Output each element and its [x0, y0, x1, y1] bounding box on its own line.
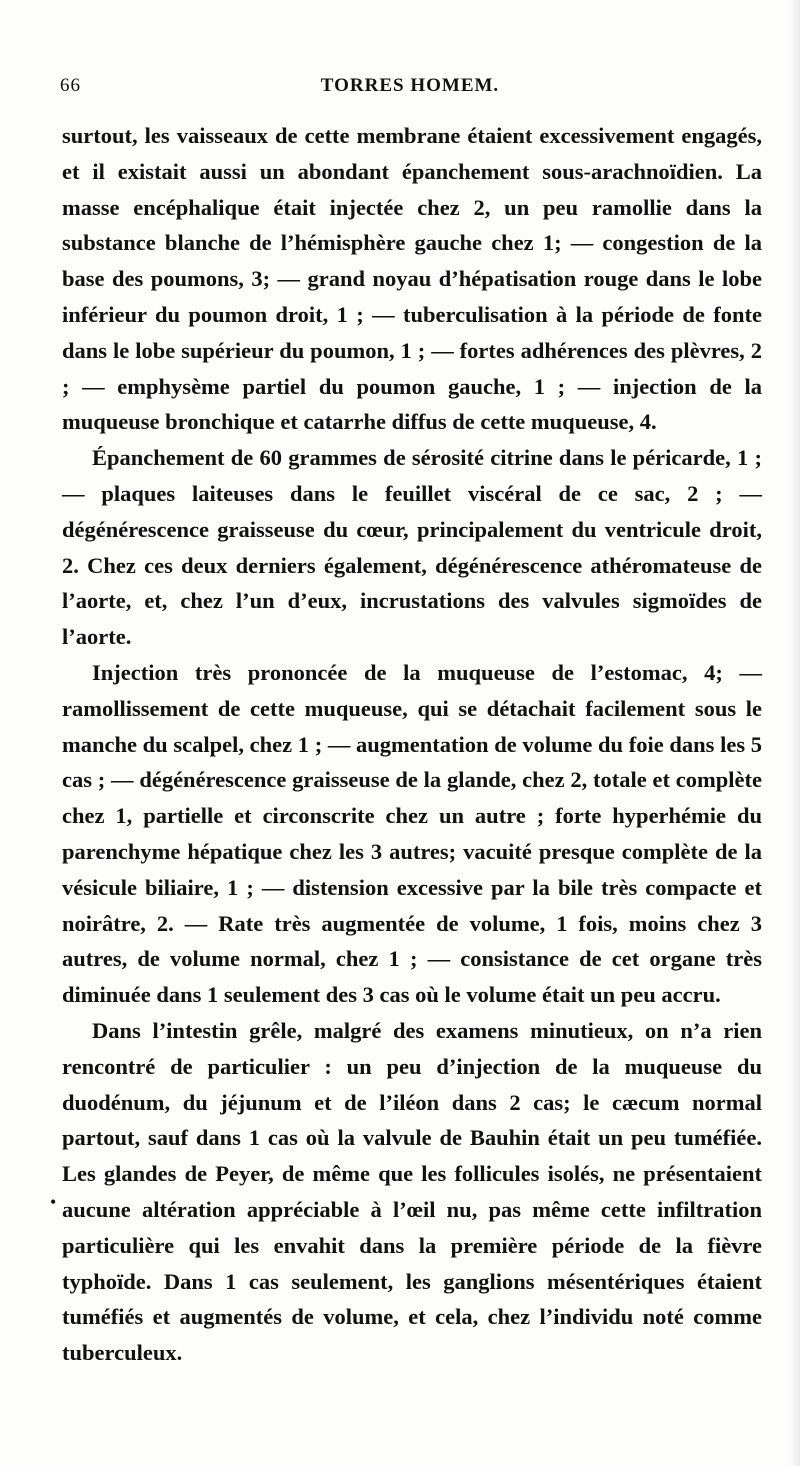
paragraph-1: surtout, les vaisseaux de cette membrane étaient excessivement engagés, et il existait aussi un abondant épanchement sous-arachnoïdien. La masse encéphalique était injectée chez 2, un peu ramollie dans la substance blanche de l’hémisphère gauche chez 1; — congestion de la base des poumons, 3; — grand noyau d’hépatisation rouge dans le lobe inférieur du poumon droit, 1 ; — tuberculisation à la période de fonte dans le lobe supérieur du poumon, 1 ; — fortes adhérences des plèvres, 2 ; — emphysème partiel du poumon gauche, 1 ; — injection de la muqueuse bronchique et catarrhe diffus de cette muqueuse, 4.: [62, 123, 762, 435]
paragraph-2: Épanchement de 60 grammes de sérosité citrine dans le péricarde, 1 ; — plaques laiteuses dans le feuillet viscéral de ce sac, 2 ; — dégénérescence graisseuse du cœur, principalement du ventricule droit, 2. Chez ces deux derniers également, dégénérescence athéromateuse de l’aorte, et, chez l’un d’eux, incrustations des valvules sigmoïdes de l’aorte.: [62, 445, 762, 650]
paragraph-4: Dans l’intestin grêle, malgré des examens minutieux, on n’a rien rencontré de particulier : un peu d’injection de la muqueuse du duodénum, du jéjunum et de l’iléon dans 2 cas; le cæcum normal partout, sauf dans 1 cas où la valvule de Bauhin était un peu tuméfiée. Les glandes de Peyer, de même que les follicules isolés, ne présentaient aucune altération appréciable à l’œil nu, pas même cette infiltration particulière qui les envahit dans la première période de la fièvre typhoïde. Dans 1 cas seulement, les ganglions mésentériques étaient tuméfiés et augmentés de volume, et cela, chez l’individu noté comme tuberculeux.: [62, 1017, 762, 1366]
page-number: 66: [60, 75, 81, 96]
margin-mark: •: [50, 1192, 57, 1212]
body-text: [62, 118, 762, 1371]
page-header: [60, 75, 760, 101]
paragraph-3: Injection très prononcée de la muqueuse de l’estomac, 4; — ramollissement de cette muqueuse, qui se détachait facilement sous le manche du scalpel, chez 1 ; — augmentation de volume du foie dans les 5 cas ; — dégénérescence graisseuse de la glande, chez 2, totale et complète chez 1, partielle et circonscrite chez un autre ; forte hyperhémie du parenchyme hépatique chez les 3 autres; vacuité presque complète de la vésicule biliaire, 1 ; — distension excessive par la bile très compacte et noirâtre, 2. — Rate très augmentée de volume, 1 fois, moins chez 3 autres, de volume normal, chez 1 ; — consistance de cet organe très diminuée dans 1 seulement des 3 cas où le volume était un peu accru.: [62, 659, 762, 1008]
page-edge-shadow: [790, 0, 800, 1466]
running-head: TORRES HOMEM.: [320, 75, 500, 96]
